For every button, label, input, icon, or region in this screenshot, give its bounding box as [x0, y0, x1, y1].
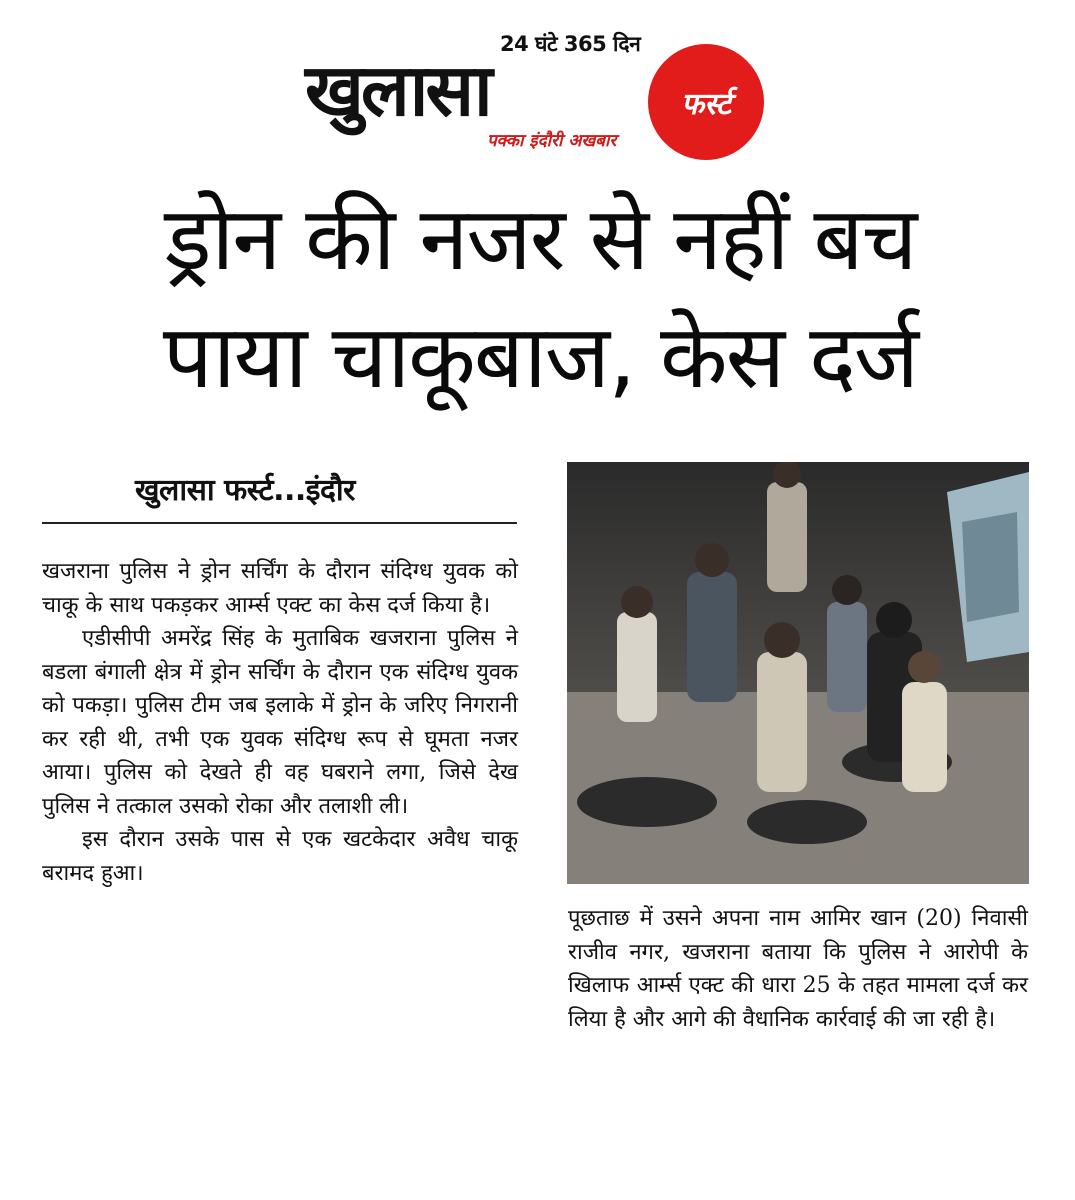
masthead-slogan: पक्का इंदौरी अखबार [487, 131, 617, 151]
headline-line-2: पाया चाकूबाज, केस दर्ज [162, 305, 918, 408]
article-column-right [568, 902, 1028, 1036]
photo-police-detaining-suspect [567, 462, 1029, 884]
newspaper-logo-text: खुलासा [305, 48, 490, 132]
article-paragraph: पूछताछ में उसने अपना नाम आमिर खान (20) निवासी राजीव नगर, खजराना बताया कि पुलिस ने आरोपी के खिलाफ आर्म्स एक्ट की धारा 25 के तहत मामला दर्ज कर लिया है और आगे की वैधानिक कार्रवाई की जा रही है। [568, 906, 1028, 1032]
dateline: खुलासा फर्स्ट...इंदौर [135, 473, 355, 508]
newspaper-logo-circle [648, 44, 764, 160]
article-column-left [42, 555, 518, 890]
article-paragraph: एडीसीपी अमरेंद्र सिंह के मुताबिक खजराना पुलिस ने बडला बंगाली क्षेत्र में ड्रोन सर्चिंग के दौरान एक संदिग्ध युवक को पकड़ा। पुलिस टीम जब इलाके में ड्रोन के जरिए निगरानी कर रही थी, तभी एक युवक संदिग्ध रूप से घूमता नजर आया। पुलिस को देखते ही वह घबराने लगा, जिसे देख पुलिस ने तत्काल उसको रोका और तलाशी ली। [42, 626, 518, 819]
headline [60, 180, 1020, 416]
newspaper-logo-circle-text: फर्स्ट [681, 86, 731, 122]
article-paragraph: इस दौरान उसके पास से एक खटकेदार अवैध चाकू बरामद हुआ। [42, 827, 518, 886]
divider [42, 522, 517, 524]
news-photo [567, 462, 1029, 884]
masthead [0, 0, 1075, 170]
headline-line-1: ड्रोन की नजर से नहीं बच [164, 187, 916, 290]
masthead-tagline: 24 घंटे 365 दिन [500, 32, 641, 56]
article-paragraph: खजराना पुलिस ने ड्रोन सर्चिंग के दौरान संदिग्ध युवक को चाकू के साथ पकड़कर आर्म्स एक्ट का केस दर्ज किया है। [42, 559, 518, 618]
